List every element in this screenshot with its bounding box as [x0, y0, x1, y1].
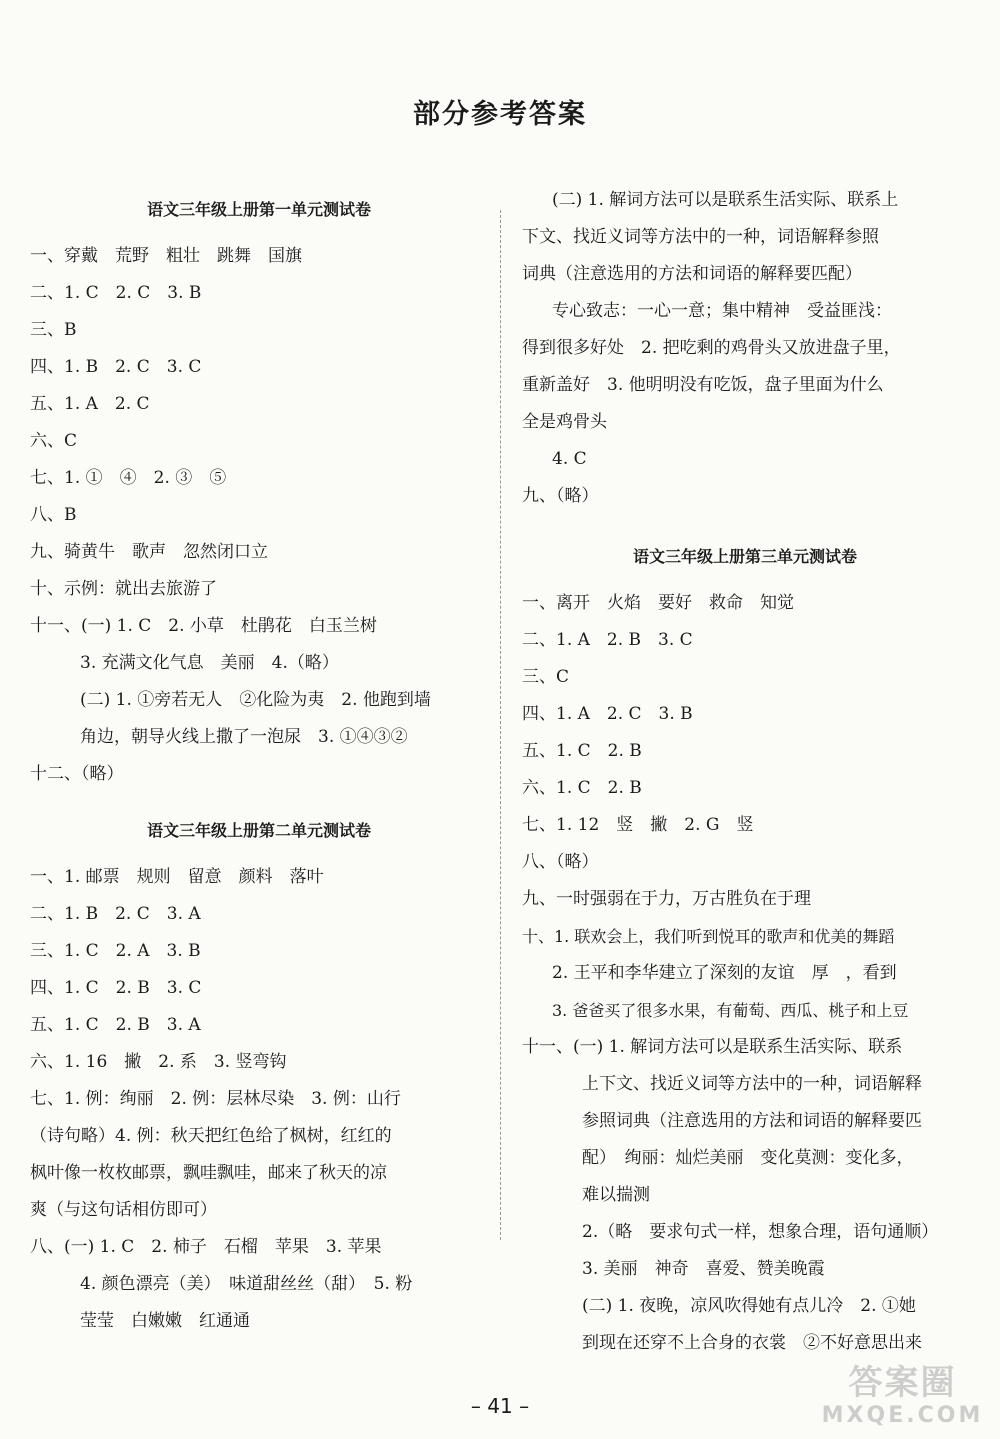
answer-line: 难以揣测 — [582, 1185, 650, 1205]
watermark-logo — [815, 1363, 990, 1433]
answer-line: 3. 美丽 神奇 喜爱、赞美晚霞 — [582, 1259, 825, 1279]
answer-line: (二) 1. 夜晚，凉风吹得她有点儿冷 2. ①她 — [582, 1296, 916, 1316]
answer-line: 配） 绚丽：灿烂美丽 变化莫测：变化多， — [582, 1148, 914, 1168]
answer-line: 六、1. C 2. B — [522, 778, 642, 798]
answer-line: 九、骑黄牛 歌声 忽然闭口立 — [30, 542, 268, 562]
answer-line: 三、1. C 2. A 3. B — [30, 941, 201, 961]
answer-line: 六、C — [30, 431, 78, 451]
section-title-unit1: 语文三年级上册第一单元测试卷 — [146, 200, 371, 219]
answer-line: （诗句略）4. 例：秋天把红色给了枫树，红红的 — [30, 1126, 392, 1146]
answer-line: 十二、（略） — [30, 764, 124, 784]
answer-line: 八、(一) 1. C 2. 柿子 石榴 苹果 3. 苹果 — [30, 1237, 382, 1257]
answer-line: 全是鸡骨头 — [522, 412, 607, 432]
answer-line: 爽（与这句话相仿即可） — [30, 1200, 217, 1220]
section-title-unit3: 语文三年级上册第三单元测试卷 — [632, 547, 857, 566]
answer-line: 十、示例：就出去旅游了 — [30, 579, 217, 599]
answer-line: 四、1. B 2. C 3. C — [30, 357, 202, 377]
answer-line: (二) 1. ①旁若无人 ②化险为夷 2. 他跑到墙 — [80, 690, 431, 710]
answer-line: 一、离开 火焰 要好 救命 知觉 — [522, 593, 794, 613]
answer-line: 上下文、找近义词等方法中的一种，词语解释 — [582, 1074, 922, 1094]
answer-line: (二) 1. 解词方法可以是联系生活实际、联系上 — [552, 190, 899, 210]
column-divider — [500, 210, 501, 1240]
answer-line: 五、1. C 2. B — [522, 741, 642, 761]
answer-line: 十一、(一) 1. 解词方法可以是联系生活实际、联系 — [522, 1037, 903, 1057]
page-number: – 41 – — [470, 1394, 530, 1418]
answer-line: 一、1. 邮票 规则 留意 颜料 落叶 — [30, 867, 324, 887]
answer-line: 词典（注意选用的方法和词语的解释要匹配） — [522, 264, 862, 284]
answer-line: 五、1. C 2. B 3. A — [30, 1015, 201, 1035]
answer-line: 七、1. 12 竖 撇 2. G 竖 — [522, 815, 754, 835]
answer-line: 2. 王平和李华建立了深刻的友谊 厚 ，看到 — [552, 963, 897, 983]
answer-line: 下文、找近义词等方法中的一种，词语解释参照 — [522, 227, 879, 247]
answer-line: 九、一时强弱在于力，万古胜负在于理 — [522, 889, 811, 909]
answer-line: 4. C — [552, 449, 587, 469]
answer-line: 九、（略） — [522, 486, 599, 506]
answer-line: 十一、(一) 1. C 2. 小草 杜鹃花 白玉兰树 — [30, 616, 377, 636]
left-column — [30, 172, 488, 1340]
answer-line: 专心致志：一心一意；集中精神 受益匪浅： — [552, 301, 892, 321]
answer-line: 八、B — [30, 505, 77, 525]
answer-line: 三、B — [30, 320, 77, 340]
answer-line: 二、1. A 2. B 3. C — [522, 630, 693, 650]
answer-line: 四、1. C 2. B 3. C — [30, 978, 202, 998]
answer-line: 3. 充满文化气息 美丽 4.（略） — [80, 653, 339, 673]
answer-line: 到现在还穿不上合身的衣裳 ②不好意思出来 — [582, 1333, 922, 1353]
answer-line: 得到很多好处 2. 把吃剩的鸡骨头又放进盘子里， — [522, 338, 901, 358]
answer-line: 重新盖好 3. 他明明没有吃饭，盘子里面为什么 — [522, 375, 884, 395]
answer-line: 六、1. 16 撇 2. 系 3. 竖弯钩 — [30, 1052, 287, 1072]
answer-line: 2.（略 要求句式一样，想象合理，语句通顺） — [582, 1222, 939, 1242]
answer-line: 三、C — [522, 667, 570, 687]
right-column — [522, 182, 968, 1362]
answer-line: 五、1. A 2. C — [30, 394, 150, 414]
answer-line: 八、（略） — [522, 852, 599, 872]
page-title: 部分参考答案 — [413, 99, 587, 130]
watermark-logo-top: 答案圈 — [848, 1363, 957, 1403]
answer-line: 二、1. B 2. C 3. A — [30, 904, 201, 924]
answer-line: 莹莹 白嫩嫩 红通通 — [80, 1311, 250, 1331]
answer-line: 十、1. 联欢会上，我们听到悦耳的歌声和优美的舞蹈 — [522, 927, 895, 946]
watermark-logo-bottom: MXQE.COM — [821, 1403, 984, 1428]
answer-line: 枫叶像一枚枚邮票，飘哇飘哇，邮来了秋天的凉 — [30, 1163, 387, 1183]
answer-line: 3. 爸爸买了很多水果，有葡萄、西瓜、桃子和上豆 — [552, 1001, 909, 1020]
answer-line: 角边，朝导火线上撒了一泡尿 3. ①④③② — [80, 727, 408, 747]
answer-line: 一、穿戴 荒野 粗壮 跳舞 国旗 — [30, 246, 302, 266]
answer-line: 七、1. ① ④ 2. ③ ⑤ — [30, 468, 227, 488]
answer-line: 参照词典（注意选用的方法和词语的解释要匹 — [582, 1111, 922, 1131]
answer-line: 4. 颜色漂亮（美） 味道甜丝丝（甜） 5. 粉 — [80, 1274, 413, 1294]
section-title-unit2: 语文三年级上册第二单元测试卷 — [146, 821, 371, 840]
answer-line: 四、1. A 2. C 3. B — [522, 704, 693, 724]
answer-line: 二、1. C 2. C 3. B — [30, 283, 202, 303]
answer-line: 七、1. 例：绚丽 2. 例：层林尽染 3. 例：山行 — [30, 1089, 401, 1109]
